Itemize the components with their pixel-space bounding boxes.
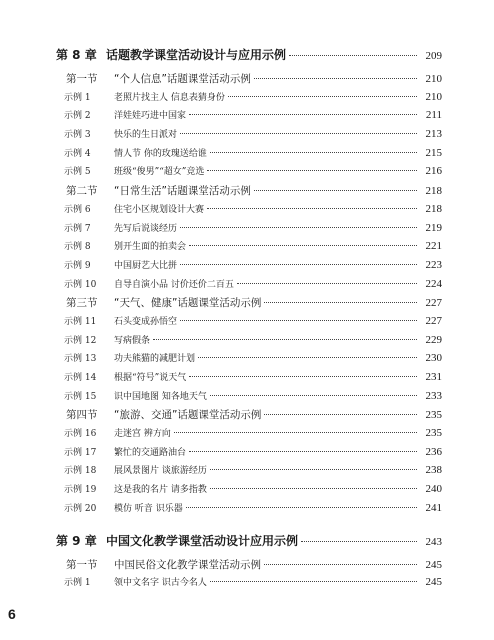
page-number: 6 (8, 606, 16, 622)
example-title: 展风景图片 谈旅游经历 (114, 466, 207, 477)
example-entry (56, 277, 442, 296)
example-page: 238 (425, 464, 442, 477)
dot-leader (210, 488, 417, 489)
section-page: 227 (425, 297, 442, 310)
chapter-number: 第 9 章 (56, 533, 97, 548)
example-page: 216 (425, 165, 442, 178)
example-number: 示例 3 (64, 130, 91, 141)
example-entry (56, 108, 442, 127)
example-number: 示例 12 (64, 335, 97, 346)
example-page: 236 (425, 445, 442, 458)
dot-leader (264, 302, 417, 303)
dot-leader (254, 190, 417, 191)
chapter-title: 中国文化教学课堂活动设计应用示例 (106, 533, 299, 548)
example-title: 功夫熊猫的减肥计划 (114, 354, 196, 365)
example-title: 领中文名字 识古今名人 (114, 578, 207, 589)
example-page: 218 (425, 202, 442, 215)
dot-leader (210, 395, 417, 396)
example-title: 这是我的名片 请多指教 (114, 485, 207, 496)
example-page: 210 (425, 90, 442, 103)
example-title: 自导自演小品 讨价还价二百五 (114, 279, 234, 290)
example-page: 219 (425, 221, 442, 234)
section-number: 第三节 (66, 297, 98, 310)
dot-leader (210, 152, 417, 153)
example-entry (56, 370, 442, 389)
example-page: 213 (425, 128, 442, 141)
example-title: 快乐的生日派对 (114, 130, 178, 141)
dot-leader (189, 376, 417, 377)
example-number: 示例 11 (64, 316, 97, 327)
example-entry (56, 127, 442, 146)
section-entry (56, 557, 442, 576)
example-title: 班级“俊男”“超女”竞选 (114, 167, 205, 178)
section-entry (56, 407, 442, 426)
example-title: 先写后说谈经历 (114, 223, 178, 234)
dot-leader (254, 78, 417, 79)
dot-leader (301, 541, 417, 542)
dot-leader (198, 357, 417, 358)
example-entry (56, 426, 442, 445)
example-title: 根据“符号”说天气 (114, 373, 187, 383)
chapter-page: 209 (425, 50, 442, 62)
example-number: 示例 18 (64, 466, 97, 477)
example-entry (56, 351, 442, 370)
example-title: 写病假条 (114, 335, 151, 346)
section-title: “旅游、交通”话题课堂活动示例 (114, 409, 262, 422)
example-number: 示例 19 (64, 485, 97, 496)
example-entry (56, 501, 442, 520)
dot-leader (180, 264, 417, 265)
example-page: 231 (425, 371, 442, 383)
example-number: 示例 13 (64, 354, 97, 365)
example-number: 示例 1 (64, 92, 91, 103)
example-title: 别开生面的拍卖会 (114, 242, 187, 253)
example-page: 224 (425, 277, 442, 290)
chapter-gap (56, 520, 442, 532)
example-page: 235 (425, 427, 442, 440)
example-page: 240 (425, 483, 442, 496)
example-entry (56, 333, 442, 352)
chapter-number: 第 8 章 (56, 48, 97, 62)
example-entry (56, 164, 442, 183)
dot-leader (189, 245, 417, 246)
section-entry (56, 71, 442, 90)
example-title: 老照片找主人 信息表猜身份 (114, 92, 225, 103)
section-page: 218 (425, 185, 442, 198)
example-title: 石头变成孙悟空 (114, 316, 178, 327)
example-title: 识中国地图 知各地天气 (114, 391, 207, 402)
example-number: 示例 4 (64, 148, 91, 159)
section-number: 第一节 (66, 558, 98, 571)
example-title: 繁忙的交通路油台 (114, 447, 187, 458)
example-entry (56, 258, 442, 277)
example-entry (56, 389, 442, 408)
example-number: 示例 6 (64, 204, 91, 215)
example-entry (56, 202, 442, 221)
example-entry (56, 482, 442, 501)
section-page: 235 (425, 409, 442, 422)
dot-leader (264, 414, 417, 415)
dot-leader (289, 55, 417, 56)
example-page: 230 (425, 352, 442, 365)
example-title: 模仿 听音 识乐器 (114, 503, 183, 514)
example-title: 中国厨艺大比拼 (114, 260, 178, 271)
section-number: 第一节 (66, 73, 98, 85)
example-entry (56, 239, 442, 258)
example-number: 示例 15 (64, 391, 97, 402)
dot-leader (228, 96, 417, 97)
dot-leader (210, 581, 417, 582)
example-entry (56, 314, 442, 333)
dot-leader (180, 320, 417, 321)
section-number: 第二节 (66, 185, 98, 198)
example-entry (56, 463, 442, 482)
example-page: 215 (425, 146, 442, 159)
example-number: 示例 20 (64, 503, 97, 514)
section-entry (56, 295, 442, 314)
example-page: 233 (425, 389, 442, 402)
dot-leader (180, 227, 417, 228)
example-entry (56, 90, 442, 109)
dot-leader (153, 339, 417, 340)
example-number: 示例 10 (64, 279, 97, 290)
chapter-title: 话题教学课堂活动设计与应用示例 (106, 48, 287, 62)
section-number: 第四节 (66, 409, 98, 422)
example-title: 情人节 你的玫瑰送给谁 (114, 148, 207, 159)
example-number: 示例 1 (64, 578, 91, 589)
example-number: 示例 16 (64, 429, 97, 440)
table-of-contents (56, 46, 442, 594)
example-number: 示例 17 (64, 447, 97, 458)
section-title: “日常生活”话题课堂活动示例 (114, 185, 251, 198)
dot-leader (189, 114, 417, 115)
example-number: 示例 14 (64, 373, 97, 383)
dot-leader (210, 469, 417, 470)
example-entry (56, 575, 442, 594)
example-page: 223 (425, 258, 442, 271)
example-number: 示例 9 (64, 260, 91, 271)
example-page: 227 (425, 314, 442, 327)
example-entry (56, 221, 442, 240)
dot-leader (264, 564, 417, 565)
example-page: 245 (425, 576, 442, 589)
dot-leader (207, 170, 417, 171)
chapter-page: 243 (425, 535, 442, 548)
example-title: 洋娃娃巧进中国家 (114, 111, 187, 122)
example-page: 241 (425, 501, 442, 514)
example-number: 示例 2 (64, 111, 91, 122)
example-number: 示例 8 (64, 242, 91, 253)
section-entry (56, 183, 442, 202)
section-title: “天气、健康”话题课堂活动示例 (114, 297, 262, 310)
example-entry (56, 445, 442, 464)
example-page: 229 (425, 333, 442, 346)
example-number: 示例 5 (64, 167, 91, 178)
chapter-8-entry (56, 46, 442, 71)
example-title: 住宅小区规划设计大赛 (114, 204, 205, 215)
example-title: 走迷宫 辨方向 (114, 429, 171, 440)
dot-leader (207, 208, 417, 209)
chapter-9-entry (56, 532, 442, 557)
section-page: 210 (425, 73, 442, 85)
dot-leader (189, 451, 417, 452)
section-title: “个人信息”话题课堂活动示例 (114, 73, 251, 85)
example-entry (56, 146, 442, 165)
example-page: 221 (425, 240, 442, 253)
example-number: 示例 7 (64, 223, 91, 234)
dot-leader (186, 507, 417, 508)
dot-leader (237, 283, 417, 284)
dot-leader (174, 432, 417, 433)
example-page: 211 (425, 109, 442, 122)
section-title: 中国民俗文化教学课堂活动示例 (114, 558, 261, 571)
section-page: 245 (425, 558, 442, 571)
dot-leader (180, 133, 417, 134)
